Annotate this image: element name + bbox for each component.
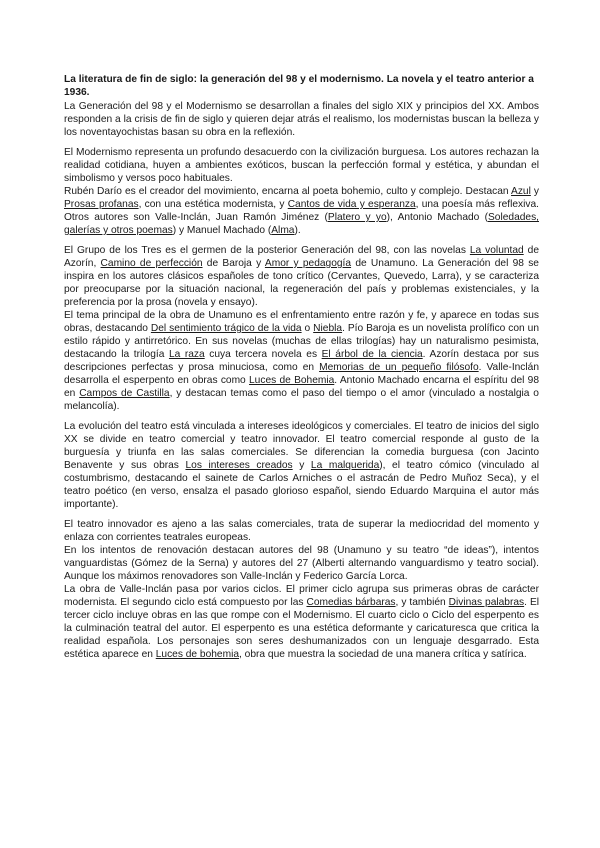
paragraph: [64, 420, 539, 511]
paragraph: [64, 244, 539, 309]
document-page: [64, 74, 539, 661]
work-title: Prosas profanas: [64, 199, 139, 210]
paragraph-text: . El tercer ciclo incluye obras en las que rompe con el Modernismo. El cuarto ciclo o Ciclo del esperpento es la culminación teatral del autor. El esperpento es una estética deformante y caricaturesca que critica la realidad española. Los personajes son seres deshumanizados con un lenguaje desgarrado. Esta estética aparece en: [64, 597, 539, 660]
work-title: Niebla: [313, 323, 343, 334]
work-title: Luces de Bohemia: [249, 375, 335, 386]
work-title: Luces de bohemia: [155, 649, 240, 660]
paragraph-text: , obra que muestra la sociedad de una manera crítica y satírica.: [239, 649, 527, 660]
paragraph-text: El Modernismo representa un profundo desacuerdo con la civilización burguesa. Los autores rechazan la realidad cotidiana, huyen a ambientes exóticos, buscan la perfección formal y estética, y abundan el simbolismo y versos poco habituales.: [64, 147, 539, 184]
work-title: Campos de Castilla: [79, 388, 170, 399]
work-title: Del sentimiento trágico de la vida: [150, 323, 302, 334]
paragraph: [64, 309, 539, 413]
paragraph-text: y: [292, 460, 311, 471]
paragraph-text: ), Antonio Machado (: [386, 212, 489, 223]
document-title: La literatura de fin de siglo: la generación del 98 y el modernismo. La novela y el teatro anterior a 1936.: [64, 74, 534, 98]
paragraph-text: ), el teatro cómico (vinculado al costumbrismo, destacando el sainete de Carlos Arniches o el astracán de Pedro Muñoz Seca), y el teatro poético (en verso, ensalza el pasado glorioso español, siendo Eduardo Marquina el autor más importante).: [64, 460, 539, 510]
paragraph-text: El teatro innovador es ajeno a las salas comerciales, trata de superar la mediocridad del momento y enlaza con corrientes teatrales europeas.: [64, 519, 539, 543]
document-body: [64, 100, 539, 661]
paragraph: [64, 146, 539, 185]
paragraph: [64, 583, 539, 661]
paragraph-text: La obra de Valle-Inclán pasa por varios ciclos. El primer ciclo agrupa sus primeras obras de carácter modernista. El segundo ciclo está compuesto por las: [64, 584, 539, 608]
work-title: La malquerida: [310, 460, 380, 471]
paragraph: [64, 518, 539, 544]
paragraph-text: . Pío Baroja es un novelista prolífico con un estilo rápido y antirretórico. En sus novelas (muchas de ellas trilogías) hay un naturalismo pesimista, destacando la trilogía: [64, 323, 539, 360]
work-title: La voluntad: [469, 245, 524, 256]
paragraph-text: Rubén Darío es el creador del movimiento, encarna al poeta bohemio, culto y complejo. Destacan: [64, 186, 512, 197]
paragraph-text: . Antonio Machado encarna el espíritu del 98 en: [64, 375, 540, 399]
paragraph-text: , y destacan temas como el paso del tiempo o el amor (vinculado a nostalgia o melancolía).: [64, 388, 539, 412]
paragraph-text: ) y Manuel Machado (: [172, 225, 272, 236]
paragraph-text: El tema principal de la obra de Unamuno es el enfrentamiento entre razón y fe, y aparece en todas sus obras, destacando: [64, 310, 539, 334]
paragraph-text: o: [301, 323, 314, 334]
paragraph-text: , con una estética modernista, y: [138, 199, 288, 210]
paragraph-text: En los intentos de renovación destacan autores del 98 (Unamuno y su teatro “de ideas”), intentos vanguardistas (Gómez de la Serna) y autores del 27 (Alberti alternando vanguardismo y teatro social). Aunque los máximos renovadores son Valle-Inclán y Federico García Lorca.: [64, 545, 539, 582]
work-title: Alma: [271, 225, 295, 236]
paragraph-text: . Valle-Inclán desarrolla el esperpento en obras como: [64, 362, 539, 386]
work-title: Amor y pedagogía: [264, 258, 352, 269]
work-title: Azul: [511, 186, 531, 197]
paragraph-text: de Baroja y: [202, 258, 265, 269]
work-title: Cantos de vida y esperanza: [287, 199, 416, 210]
paragraph-text: . Azorín destaca por sus descripciones perfectas y prosa minuciosa, como en: [64, 349, 539, 373]
work-title: La raza: [168, 349, 205, 360]
paragraph-text: La evolución del teatro está vinculada a intereses ideológicos y comerciales. El teatro de inicios del siglo XX se divide en teatro comercial y teatro innovador. El teatro comercial responde al gusto de la burguesía y triunfa en las salas comerciales. Se diferencian la comedia burguesa (con Jacinto Benavente y sus obras: [64, 421, 539, 471]
paragraph: [64, 185, 539, 237]
paragraph: [64, 544, 539, 583]
paragraph-text: , y también: [395, 597, 449, 608]
paragraph-text: La Generación del 98 y el Modernismo se desarrollan a finales del siglo XIX y principios del XX. Ambos responden a la crisis de fin de siglo y quieren dejar atrás el realismo, los modernistas buscan la belleza y los noventayochistas basan su obra en la reflexión.: [64, 101, 539, 138]
paragraph-text: y: [530, 186, 539, 197]
paragraph-text: , una poesía más reflexiva. Otros autores son Valle-Inclán, Juan Ramón Jiménez (: [64, 199, 539, 223]
work-title: Camino de perfección: [100, 258, 203, 269]
paragraph-text: de Unamuno. La Generación del 98 se inspira en los autores clásicos españoles de tono crítico (Cervantes, Quevedo, Larra), y se caracteriza por preocuparse por la situación nacional, la regeneración del país y problemas existenciales, y la preferencia por la prosa (novela y ensayo).: [64, 258, 539, 308]
work-title: El árbol de la ciencia: [321, 349, 423, 360]
paragraph-text: cuya tercera novela es: [204, 349, 322, 360]
paragraph: [64, 100, 539, 139]
paragraph-text: El Grupo de los Tres es el germen de la posterior Generación del 98, con las novelas: [64, 245, 470, 256]
work-title: Memorias de un pequeño filósofo: [319, 362, 479, 373]
paragraph-text: de Azorín,: [64, 245, 539, 269]
work-title: Platero y yo: [327, 212, 387, 223]
work-title: Los intereses creados: [185, 460, 293, 471]
work-title: Divinas palabras: [448, 597, 525, 608]
work-title: Comedias bárbaras: [306, 597, 396, 608]
paragraph-text: ).: [294, 225, 301, 236]
work-title: Soledades, galerías y otros poemas: [64, 212, 539, 236]
